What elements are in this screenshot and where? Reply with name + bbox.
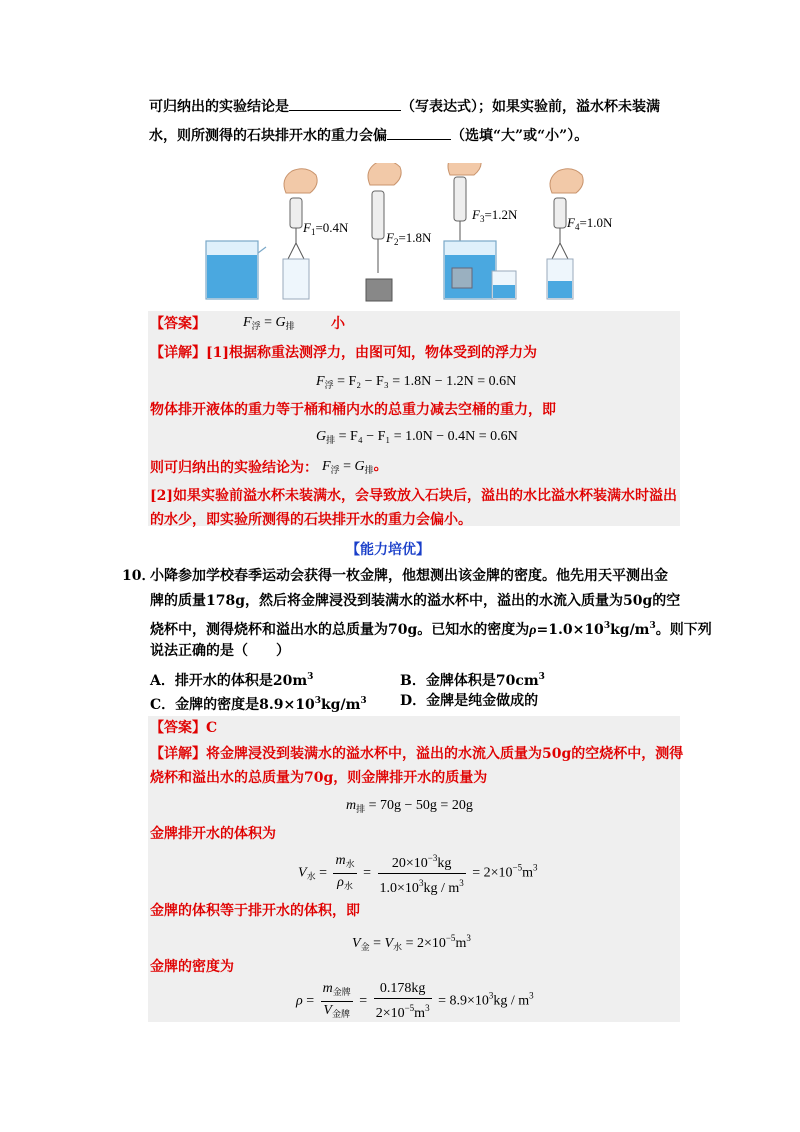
detail-line-3: 则可归纳出的实验结论为： [150, 460, 318, 476]
equation-medal-volume: $V_金 = V_水 = 2\times 10^{-5}m^3$ [352, 933, 471, 952]
detail10-line-5: 金牌的密度为 [150, 959, 234, 975]
detail-line-4a: [2]如果实验前溢水杯未装满水，会导致放入石块后，溢出的水比溢水杯装满水时溢出 [150, 488, 677, 504]
detail-line-4b: 的水少，即实验所测得的石块排开水的重力会偏小。 [150, 512, 472, 528]
experiment-figure [200, 163, 620, 303]
intro-line-1 [149, 96, 660, 117]
detail10-line-1: 【详解】将金牌浸没到装满水的溢水杯中，溢出的水流入质量为50g的空烧杯中，测得 [150, 746, 684, 762]
q10-line-3: 烧杯中，测得烧杯和溢出水的总质量为70g。已知水的密度为$\rho=1.0\times 10^3kg/m^3$。则下列 [150, 621, 712, 638]
equation-mass: $m_排 = 70g - 50g = 20g$ [346, 798, 473, 814]
detail-line-1: 【详解】[1]根据称重法测浮力，由图可知，物体受到的浮力为 [150, 345, 537, 361]
section-title: 【能力培优】 [346, 542, 430, 558]
option-c: C．金牌的密度是$8.9\times 10^3kg/m^3$ [150, 696, 367, 713]
detail10-line-4: 金牌的体积等于排开水的体积，即 [150, 903, 360, 919]
f1-label: $F_1=0.4N$ [303, 220, 349, 237]
q10-line-4: 说法正确的是（ ） [150, 643, 290, 659]
q10-number: 10． [122, 568, 156, 584]
conclusion-formula: $F_浮 = G_排$。 [322, 459, 388, 475]
intro-text: （选填“大”或“小”）。 [451, 128, 589, 144]
detail10-line-2: 烧杯和溢出水的总质量为70g，则金牌排开水的质量为 [150, 770, 488, 786]
equation-buoyancy: $F_浮 = F_2 - F_3 = 1.8N - 1.2N = 0.6N$ [316, 374, 517, 390]
equation-displaced-weight: $G_排 = F_4 - F_1 = 1.0N - 0.4N = 0.6N$ [316, 429, 518, 445]
intro-text: 水，则所测得的石块排开水的重力会偏 [149, 128, 387, 144]
answer-value: 小 [331, 316, 345, 332]
option-d: D．金牌是纯金做成的 [400, 693, 539, 709]
f2-label: $F_2=1.8N$ [386, 230, 432, 247]
answer-tag-10: 【答案】C [150, 720, 218, 736]
equation-volume: $V_水$ = $\frac{m_水}{\rho_水}$ = $\frac{20\times 10^{-3}kg}{1.0\times 10^3kg / m^3}$ = $2\times 10^{-5}m^3$ [298, 849, 537, 898]
f3-label: $F_3=1.2N$ [472, 207, 518, 224]
detail-line-2: 物体排开液体的重力等于桶和桶内水的总重力减去空桶的重力，即 [150, 402, 556, 418]
option-b: B．金牌体积是$70cm^3$ [400, 672, 545, 689]
equation-density: ρ = $\frac{m_{金牌}}{V_{金牌}}$ = $\frac{0.178kg}{2\times 10^{-5}m^3}$ = $8.9\times 10^3kg / m^3$ [296, 981, 534, 1021]
f4-label: $F_4=1.0N$ [567, 215, 613, 232]
intro-text: （写表达式）；如果实验前，溢水杯未装满 [401, 99, 660, 115]
answer-tag: 【答案】 [150, 316, 206, 332]
answer-formula: $F_浮 = G_排$ [243, 315, 295, 331]
q10-line-1: 小降参加学校春季运动会获得一枚金牌，他想测出该金牌的密度。他先用天平测出金 [150, 568, 668, 584]
option-a: A．排开水的体积是$20m^3$ [150, 672, 314, 689]
blank-line [289, 96, 401, 111]
detail10-line-3: 金牌排开水的体积为 [150, 826, 276, 842]
blank-line [387, 125, 451, 140]
q10-line-2: 牌的质量178g，然后将金牌浸没到装满水的溢水杯中，溢出的水流入质量为50g的空 [150, 593, 681, 609]
intro-line-2 [149, 125, 588, 146]
intro-text: 可归纳出的实验结论是 [149, 99, 289, 115]
